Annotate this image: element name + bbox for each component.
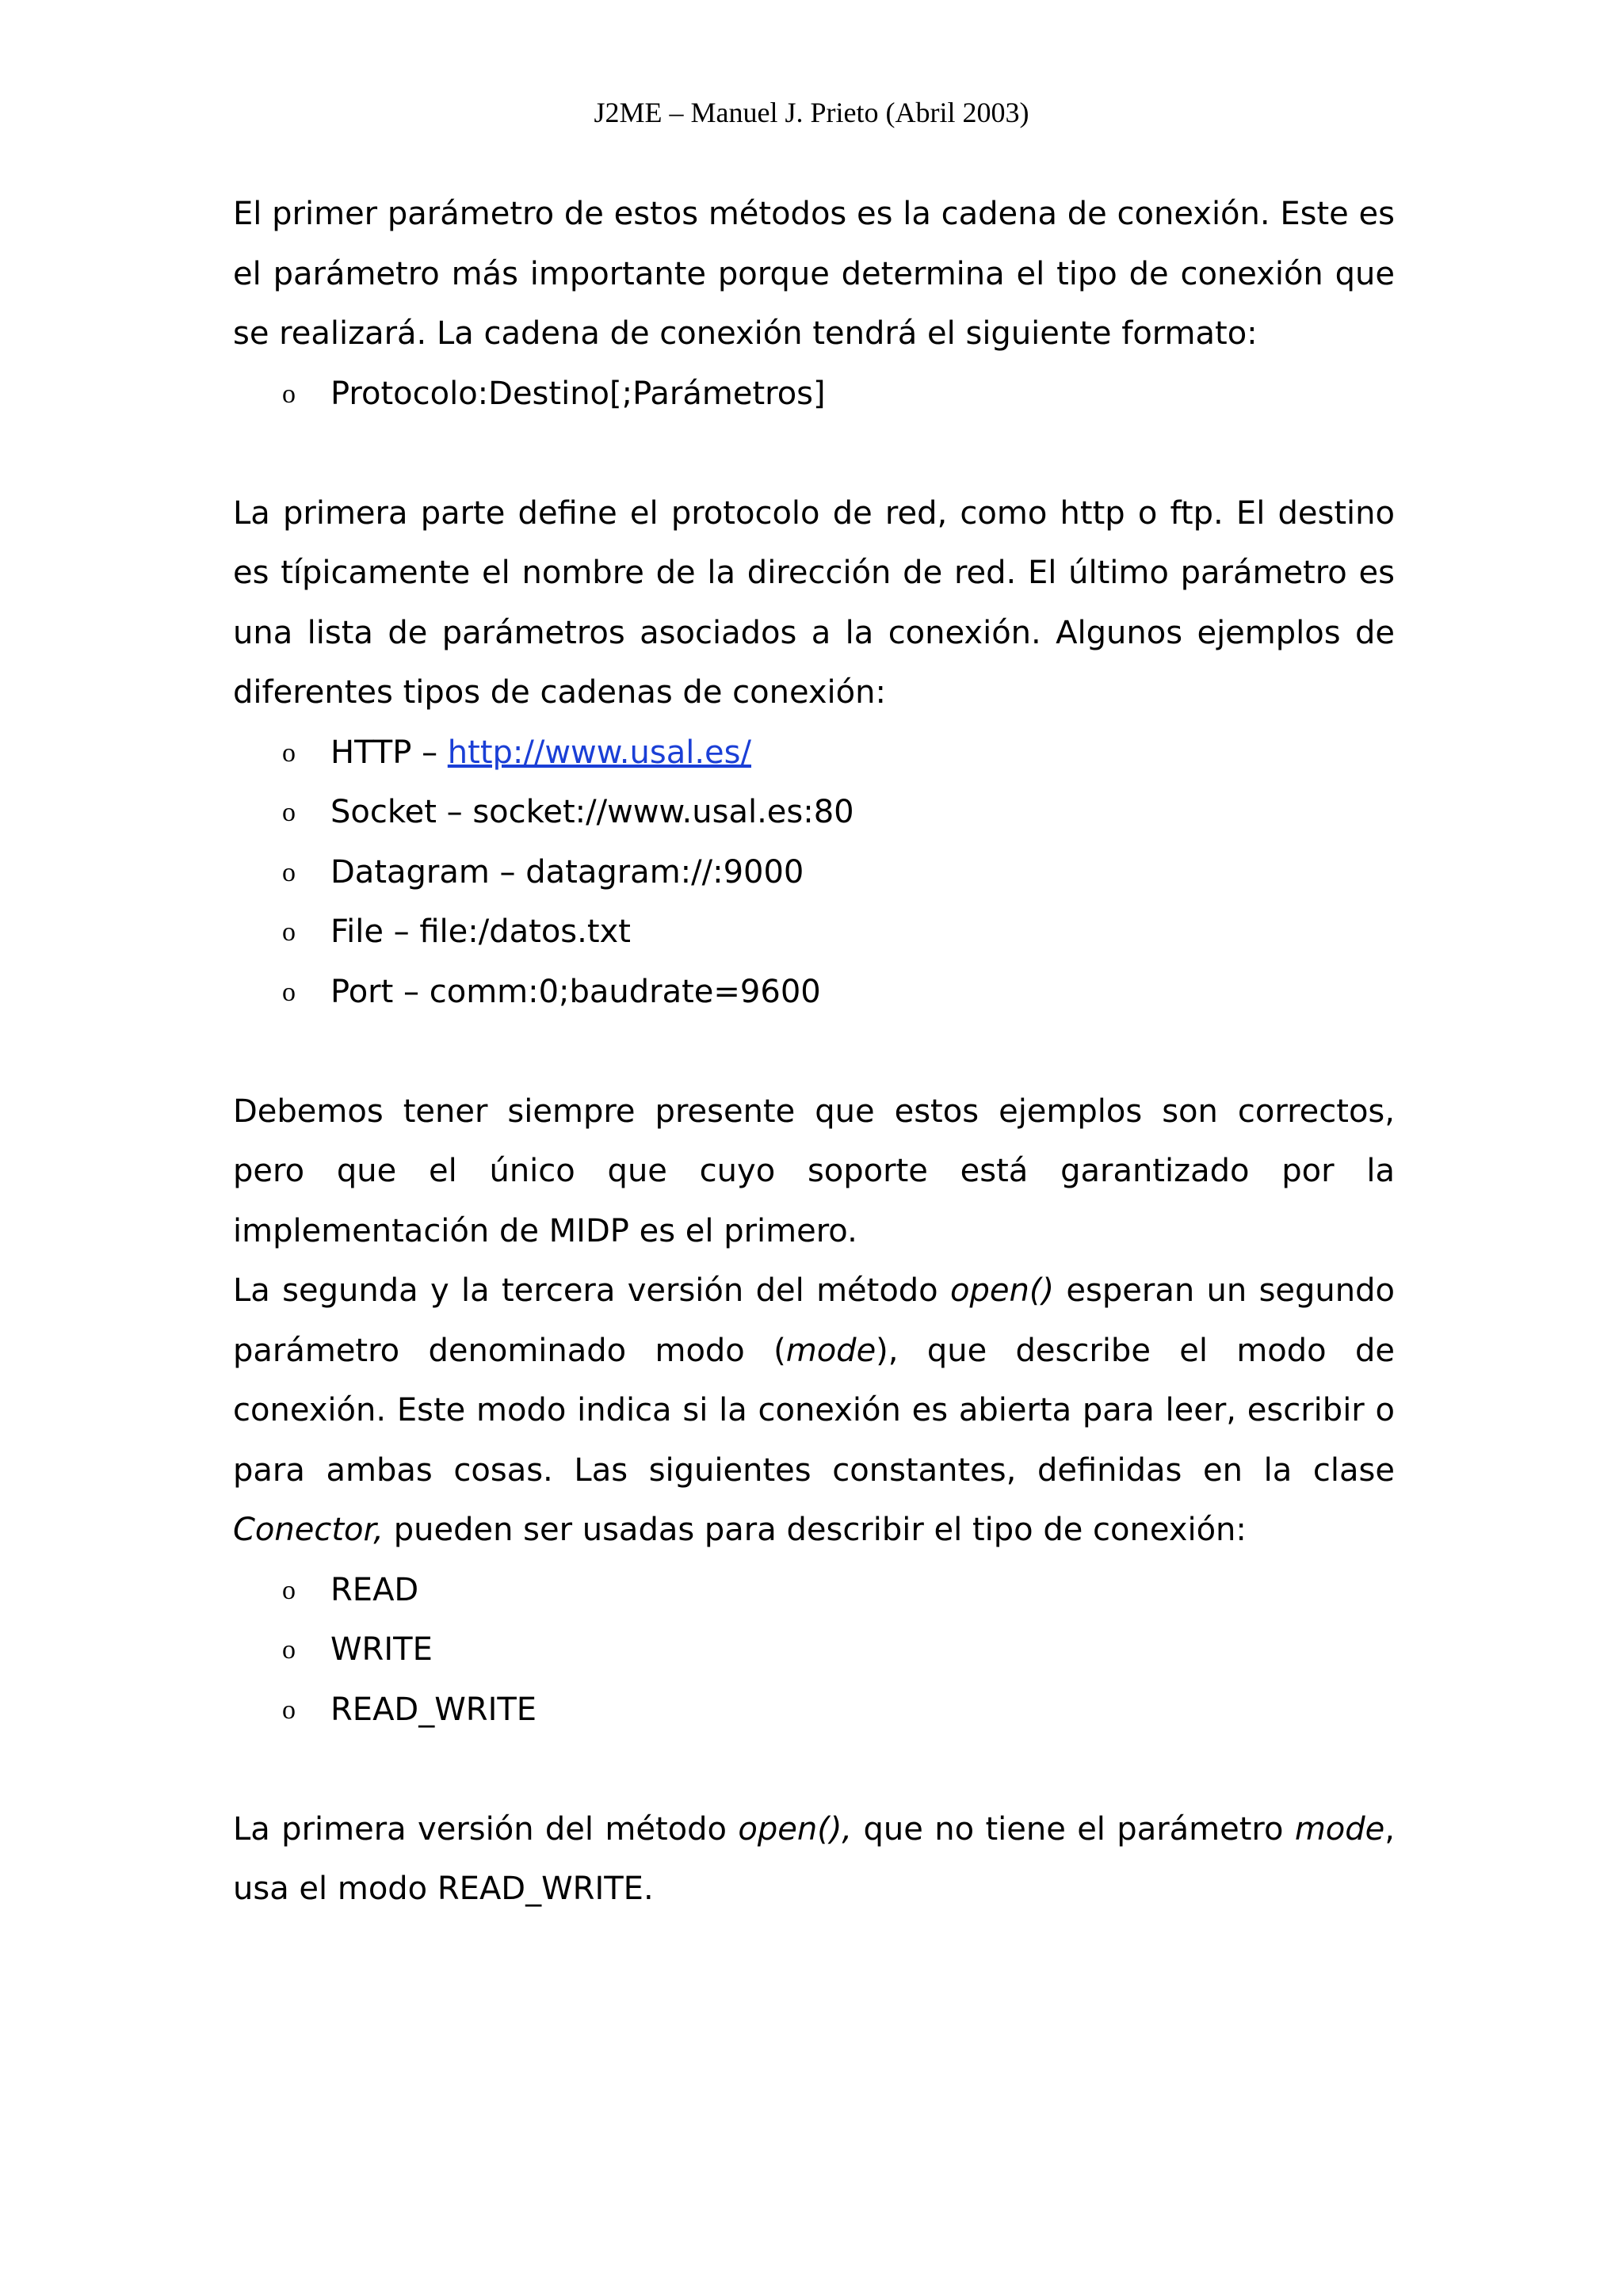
list-item [233, 783, 1395, 843]
list-item-text: File – file:/datos.txt [330, 913, 631, 950]
paragraph-default-mode [233, 1800, 1395, 1920]
paragraph-protocol-description: La primera parte define el protocolo de red, como http o ftp. El destino es típicamente el nombre de la dirección de red. El último parámetro es una lista de parámetros asociados a la conexión. Algunos ejemplos de diferentes tipos de cadenas de conexión: [233, 494, 1395, 711]
paragraph-midp-support: Debemos tener siempre presente que estos ejemplos son correctos, pero que el único que cuyo soporte está garantizado por la implementación de MIDP es el primero. [233, 1093, 1395, 1249]
usal-link[interactable]: http://www.usal.es/ [447, 734, 751, 771]
code-open: open(), [738, 1810, 853, 1848]
list-item-text: Datagram – datagram://:9000 [330, 853, 804, 891]
text-run: , usa el modo READ_WRITE. [233, 1810, 1395, 1907]
blank-line [233, 1740, 1395, 1800]
bullet-icon: o [282, 857, 296, 887]
list-item-text: Port – comm:0;baudrate=9600 [330, 973, 821, 1010]
list-item-label: HTTP – [330, 734, 448, 771]
examples-list [233, 723, 1395, 1023]
document-body [233, 185, 1395, 1920]
list-item-text: Protocolo:Destino[;Parámetros] [330, 375, 826, 412]
code-mode: mode [1294, 1810, 1385, 1848]
code-conector: Conector, [233, 1512, 384, 1548]
paragraph-connection-string: El primer parámetro de estos métodos es la cadena de conexión. Este es el parámetro más importante porque determina el tipo de conexión que se realizará. La cadena de conexión tendrá el siguiente formato: [233, 196, 1395, 352]
bullet-icon: o [282, 977, 296, 1007]
bullet-icon: o [282, 917, 296, 947]
list-item [233, 843, 1395, 903]
bullet-icon: o [282, 738, 296, 768]
list-item [233, 1561, 1395, 1621]
bullet-icon: o [282, 798, 296, 827]
list-item-text: WRITE [330, 1631, 433, 1668]
list-item-text: Socket – socket://www.usal.es:80 [330, 794, 854, 830]
list-item-text: READ [330, 1571, 419, 1608]
format-list [233, 364, 1395, 425]
list-item [233, 1620, 1395, 1680]
text-run: La segunda y la tercera versión del método [233, 1272, 951, 1309]
blank-line [233, 1022, 1395, 1082]
text-run: La primera versión del método [233, 1810, 739, 1848]
list-item [233, 963, 1395, 1023]
modes-list [233, 1561, 1395, 1741]
bullet-icon: o [282, 1575, 296, 1605]
bullet-icon: o [282, 1635, 296, 1665]
text-run: esperan un segundo parámetro denominado modo ( [233, 1272, 1395, 1369]
list-item [233, 1680, 1395, 1741]
text-run: que no tiene el parámetro [852, 1810, 1295, 1848]
list-item [233, 364, 1395, 425]
paragraph-open-mode [233, 1261, 1395, 1561]
list-item [233, 902, 1395, 963]
bullet-icon: o [282, 1695, 296, 1725]
page-header: J2ME – Manuel J. Prieto (Abril 2003) [594, 97, 1029, 128]
code-open: open() [950, 1272, 1055, 1309]
list-item-text: READ_WRITE [330, 1691, 537, 1728]
list-item [233, 723, 1395, 784]
code-mode: mode [785, 1332, 876, 1369]
text-run: pueden ser usadas para describir el tipo de conexión: [384, 1512, 1247, 1548]
blank-line [233, 424, 1395, 484]
text-run: ), que describe el modo de conexión. Este modo indica si la conexión es abierta para leer, escribir o para ambas cosas. Las siguientes constantes, definidas en la clase [233, 1332, 1395, 1489]
bullet-icon: o [282, 379, 296, 409]
